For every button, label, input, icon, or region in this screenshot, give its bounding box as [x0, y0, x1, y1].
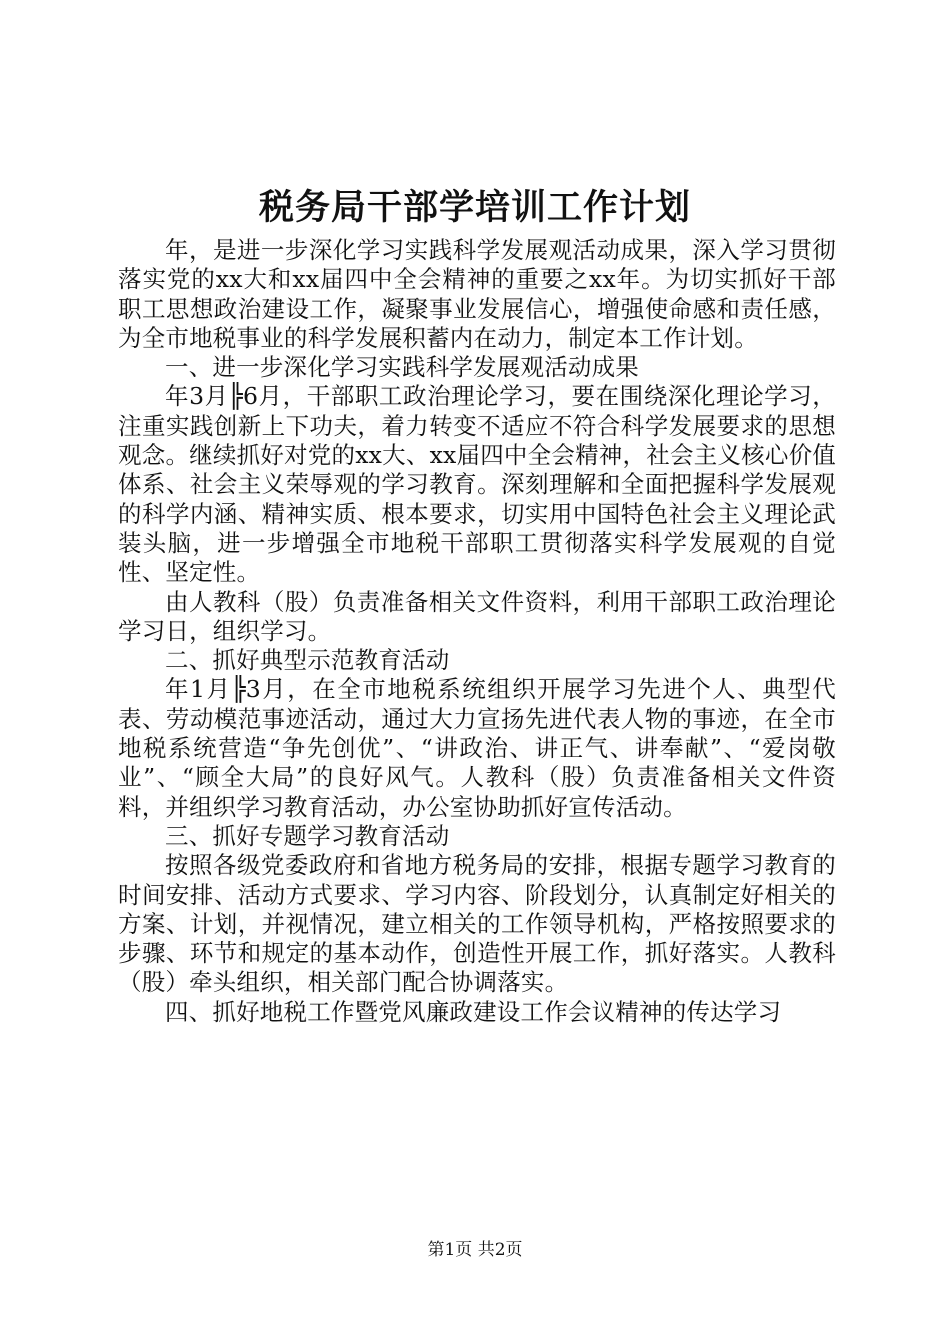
- section-heading-4: 四、抓好地税工作暨党风廉政建设工作会议精神的传达学习: [165, 997, 782, 1026]
- paragraph-section-3: 按照各级党委政府和省地方税务局的安排，根据专题学习教育的时间安排、活动方式要求、学习内容、阶段划分，认真制定好相关的方案、计划，并视情况，建立相关的工作领导机构，严格按照要求的步骤、环节和规定的基本动作，创造性开展工作，抓好落实。人教科（股）牵头组织，相关部门配合协调落实。: [118, 851, 836, 997]
- paragraph-section-1: 年3月╠6月，干部职工政治理论学习，要在围绕深化理论学习，注重实践创新上下功夫，着力转变不适应不符合科学发展要求的思想观念。继续抓好对党的xx大、xx届四中全会精神，社会主义核心价值体系、社会主义荣辱观的学习教育。深刻理解和全面把握科学发展观的科学内涵、精神实质、根本要求，切实用中国特色社会主义理论武装头脑，进一步增强全市地税干部职工贯彻落实科学发展观的自觉性、坚定性。: [118, 382, 836, 587]
- paragraph-section-1-responsibility: 由人教科（股）负责准备相关文件资料，利用干部职工政治理论学习日，组织学习。: [118, 587, 836, 645]
- document-body: [118, 236, 836, 1027]
- section-heading-3: 三、抓好专题学习教育活动: [165, 821, 450, 850]
- section-heading-1: 一、进一步深化学习实践科学发展观活动成果: [165, 353, 639, 382]
- paragraph-intro: 年，是进一步深化学习实践科学发展观活动成果，深入学习贯彻落实党的xx大和xx届四中全会精神的重要之xx年。为切实抓好干部职工思想政治建设工作，凝聚事业发展信心，增强使命感和责任感，为全市地税事业的科学发展积蓄内在动力，制定本工作计划。: [118, 236, 836, 352]
- section-heading-2: 二、抓好典型示范教育活动: [165, 646, 450, 675]
- paragraph-section-2: 年1月╠3月，在全市地税系统组织开展学习先进个人、典型代表、劳动模范事迹活动，通过大力宣扬先进代表人物的事迹，在全市地税系统营造“争先创优”、“讲政治、讲正气、讲奉献”、“爱岗敬业”、“顾全大局”的良好风气。人教科（股）负责准备相关文件资料，并组织学习教育活动，办公室协助抓好宣传活动。: [118, 675, 836, 821]
- document-title: 税务局干部学培训工作计划: [258, 187, 691, 228]
- page-number-footer: 第1页 共2页: [427, 1240, 523, 1260]
